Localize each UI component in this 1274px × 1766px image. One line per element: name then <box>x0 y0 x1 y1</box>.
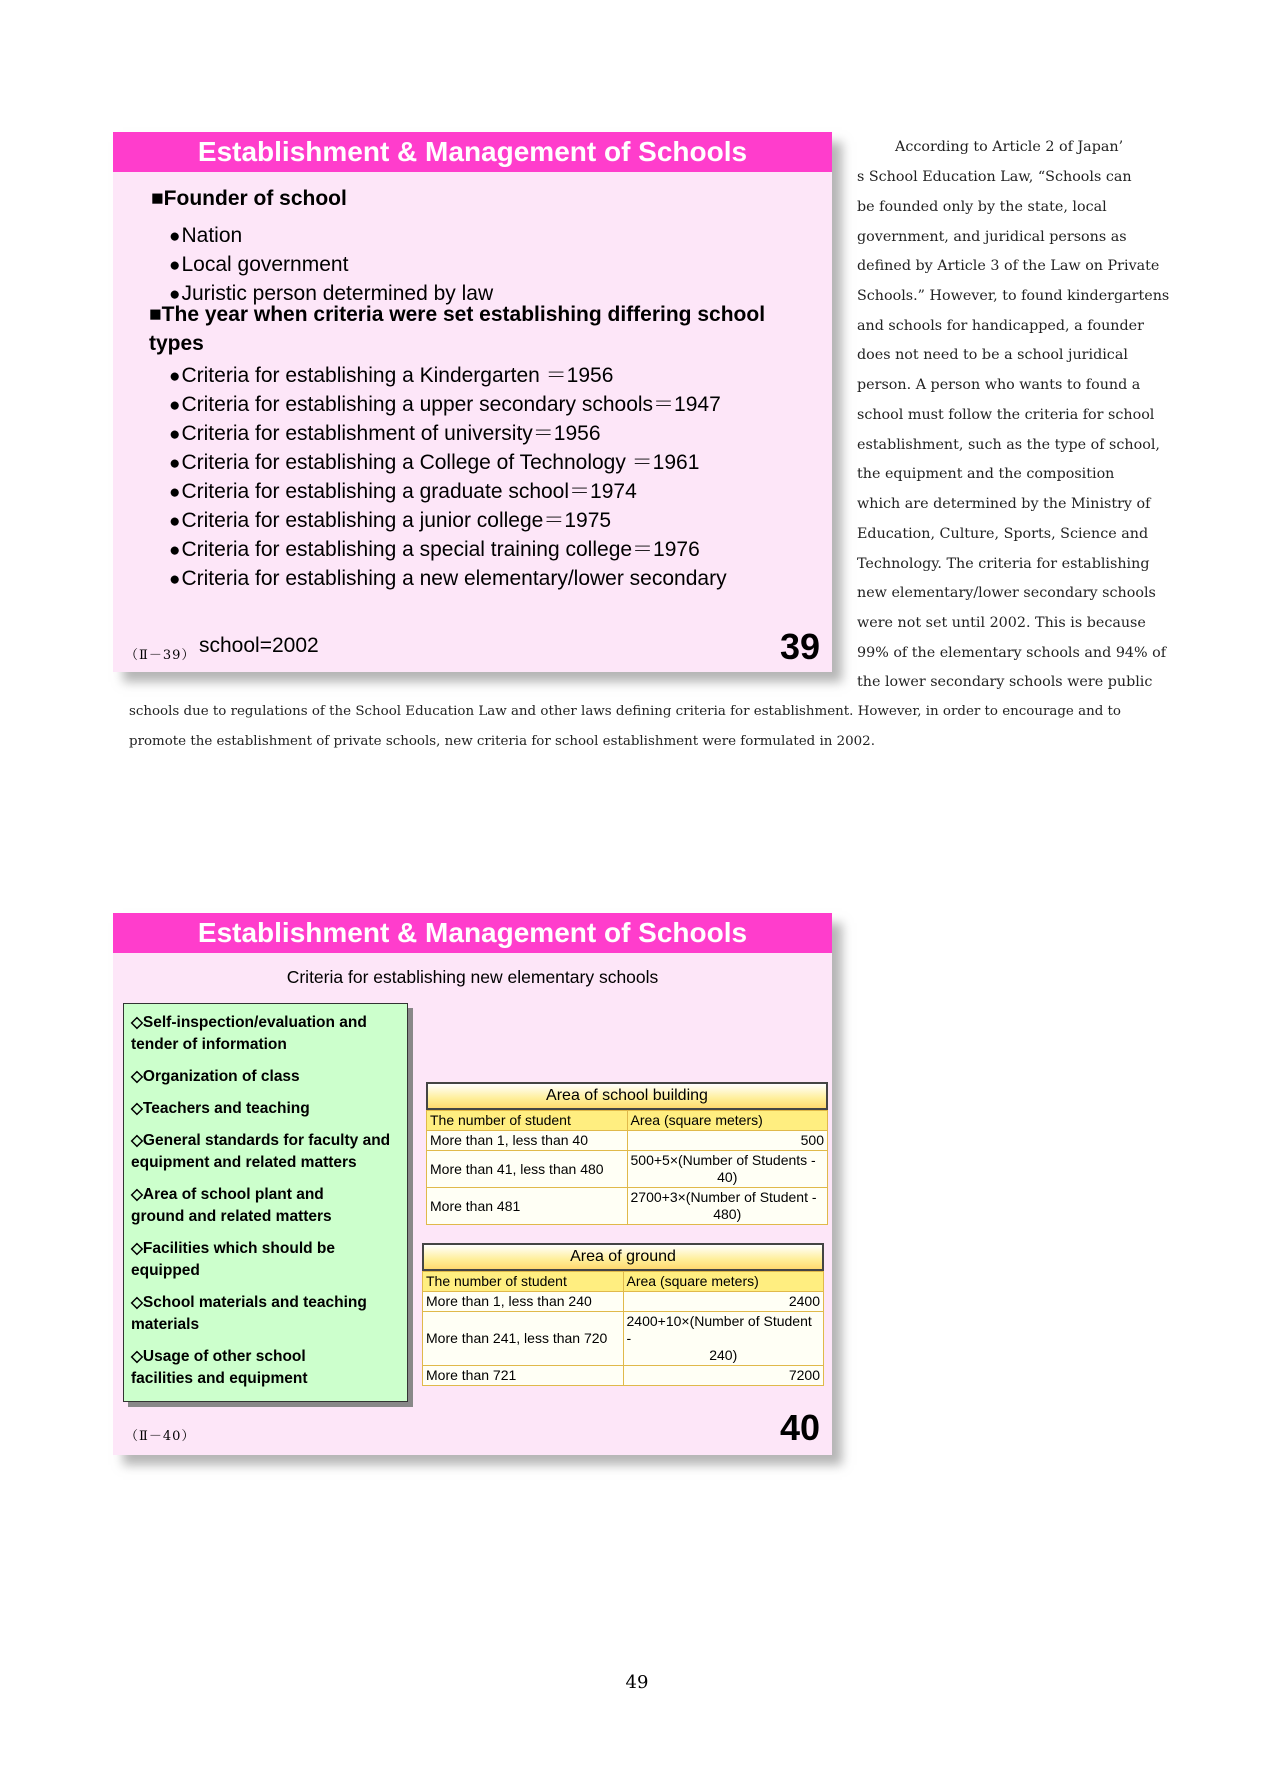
table-header-row <box>427 1111 828 1131</box>
paragraph-line: new elementary/lower secondary schools <box>857 585 1156 601</box>
paragraph-line: According to Article 2 of Japan’ <box>895 139 1124 155</box>
founder-list <box>169 222 493 309</box>
page-number: 49 <box>625 1672 649 1693</box>
table-cell-line: 240) <box>709 1347 738 1363</box>
paragraph-line: the lower secondary schools were public <box>857 674 1153 690</box>
table-cell: More than 481 <box>427 1188 628 1225</box>
criteria-year-list <box>169 362 727 594</box>
criteria-item <box>124 1292 407 1336</box>
paragraph-line: the equipment and the composition <box>857 466 1115 482</box>
criteria-year-item: ● Criteria for establishing a upper secondary schools＝1947 <box>169 391 727 420</box>
building-area-table <box>426 1082 828 1225</box>
table-cell: More than 41, less than 480 <box>427 1151 628 1188</box>
table-cell: More than 721 <box>423 1366 624 1386</box>
paragraph-line: person. A person who wants to found a <box>857 377 1141 393</box>
paragraph-line: promote the establishment of private schools, new criteria for school establishment were formulated in 2002. <box>129 734 875 749</box>
criteria-item-line: ◇Area of school plant and <box>131 1186 324 1203</box>
table-row <box>423 1312 824 1366</box>
table-cell-line: 2400+10×(Number of Student - <box>626 1313 812 1346</box>
criteria-year-item: ● Criteria for establishing a junior college＝1975 <box>169 507 727 536</box>
slide-40 <box>113 913 832 1455</box>
paragraph-line: which are determined by the Ministry of <box>857 496 1151 512</box>
column-header: Area (square meters) <box>623 1272 824 1292</box>
paragraph-line: and schools for handicapped, a founder <box>857 318 1144 334</box>
criteria-item <box>124 1012 407 1056</box>
paragraph-line: Technology. The criteria for establishing <box>857 556 1150 572</box>
criteria-item-line: ◇School materials and teaching <box>131 1294 367 1311</box>
table-row <box>427 1151 828 1188</box>
data-table <box>426 1110 828 1225</box>
year-heading <box>149 300 819 358</box>
criteria-year-item: ● Criteria for establishing a new elementary/lower secondary <box>169 565 727 594</box>
column-header: The number of student <box>423 1272 624 1292</box>
table-cell-line: 480) <box>713 1206 742 1222</box>
criteria-item <box>124 1346 407 1390</box>
year-heading-line: ■The year when criteria were set establishing differing school <box>149 303 766 326</box>
paragraph-line: does not need to be a school juridical <box>857 347 1128 363</box>
table-row <box>423 1366 824 1386</box>
table-cell: 2400 <box>623 1292 824 1312</box>
criteria-list-box <box>123 1003 408 1402</box>
founder-heading: ■Founder of school <box>151 187 347 210</box>
criteria-year-item: ● Criteria for establishment of university＝1956 <box>169 420 727 449</box>
slide-39 <box>113 132 832 672</box>
paragraph-line: Schools.” However, to found kindergartens <box>857 288 1170 304</box>
data-table <box>422 1271 824 1386</box>
slide-number: 40 <box>779 1407 820 1448</box>
table-cell: 7200 <box>623 1366 824 1386</box>
slide-reference: （Ⅱ－40） <box>125 1429 196 1444</box>
table-cell <box>627 1188 828 1225</box>
criteria-item-line: equipped <box>131 1262 200 1279</box>
criteria-item <box>124 1130 407 1174</box>
criteria-year-item: ● Criteria for establishing a Kindergarten ＝1956 <box>169 362 727 391</box>
criteria-item-line: ◇Teachers and teaching <box>131 1100 310 1117</box>
criteria-item-line: ◇Facilities which should be <box>131 1240 335 1257</box>
table-cell <box>627 1151 828 1188</box>
slide-title: Establishment & Management of Schools <box>113 132 832 172</box>
founder-item: ● Juristic person determined by law <box>169 280 493 309</box>
table-cell: More than 1, less than 40 <box>427 1131 628 1151</box>
column-header: Area (square meters) <box>627 1111 828 1131</box>
slide-reference: （Ⅱ－39） <box>125 648 196 663</box>
criteria-item-line: facilities and equipment <box>131 1370 308 1387</box>
table-cell-line: 40) <box>717 1169 738 1185</box>
table-row <box>427 1131 828 1151</box>
paragraph-line: were not set until 2002. This is because <box>857 615 1146 631</box>
criteria-year-item: ● Criteria for establishing a special training college＝1976 <box>169 536 727 565</box>
paragraph-line: school must follow the criteria for school <box>857 407 1155 423</box>
criteria-item-line: ground and related matters <box>131 1208 332 1225</box>
paragraph-line: establishment, such as the type of school, <box>857 437 1160 453</box>
slide-title: Establishment & Management of Schools <box>113 913 832 953</box>
column-header: The number of student <box>427 1111 628 1131</box>
table-row <box>427 1188 828 1225</box>
year-heading-line: types <box>149 332 204 355</box>
paragraph-line: defined by Article 3 of the Law on Private <box>857 258 1160 274</box>
paragraph-line: 99% of the elementary schools and 94% of <box>857 645 1167 661</box>
table-cell: More than 241, less than 720 <box>423 1312 624 1366</box>
criteria-item-line: equipment and related matters <box>131 1154 357 1171</box>
criteria-item-line: ◇Organization of class <box>131 1068 300 1085</box>
table-cell-line: 500+5×(Number of Students - <box>630 1152 816 1168</box>
criteria-item <box>124 1184 407 1228</box>
criteria-year-item-continued: school=2002 <box>199 634 319 657</box>
paragraph-line: be founded only by the state, local <box>857 199 1107 215</box>
table-cell: More than 1, less than 240 <box>423 1292 624 1312</box>
criteria-item-line: ◇Self-inspection/evaluation and <box>131 1014 367 1031</box>
founder-item: ● Nation <box>169 222 493 251</box>
table-header-row <box>423 1272 824 1292</box>
paragraph-line: government, and juridical persons as <box>857 229 1127 245</box>
criteria-year-item: ● Criteria for establishing a College of Technology ＝1961 <box>169 449 727 478</box>
table-title: Area of ground <box>422 1243 824 1271</box>
criteria-item <box>124 1098 407 1120</box>
criteria-item-line: materials <box>131 1316 200 1333</box>
paragraph-line: s School Education Law, “Schools can <box>857 169 1132 185</box>
criteria-item <box>124 1238 407 1282</box>
criteria-item <box>124 1066 407 1088</box>
table-cell <box>623 1312 824 1366</box>
table-cell-line: 2700+3×(Number of Student - <box>630 1189 817 1205</box>
paragraph-line: schools due to regulations of the School Education Law and other laws defining criteria for establishment. However, in order to encourage and to <box>129 704 1121 719</box>
table-cell: 500 <box>627 1131 828 1151</box>
paragraph-line: Education, Culture, Sports, Science and <box>857 526 1149 542</box>
ground-area-table <box>422 1243 824 1386</box>
table-title: Area of school building <box>426 1082 828 1110</box>
criteria-item-line: ◇Usage of other school <box>131 1348 306 1365</box>
table-row <box>423 1292 824 1312</box>
criteria-item-line: tender of information <box>131 1036 287 1053</box>
slide-subtitle: Criteria for establishing new elementary schools <box>286 967 659 987</box>
criteria-item-line: ◇General standards for faculty and <box>131 1132 391 1149</box>
criteria-year-item: ● Criteria for establishing a graduate school＝1974 <box>169 478 727 507</box>
slide-number: 39 <box>779 626 820 667</box>
founder-item: ● Local government <box>169 251 493 280</box>
